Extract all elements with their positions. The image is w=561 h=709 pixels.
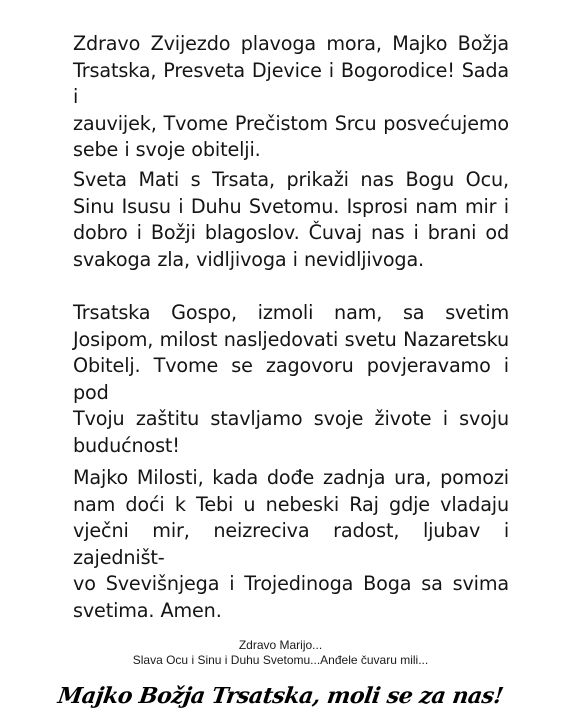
footer-line-hail-mary: Zdravo Marijo... bbox=[238, 638, 323, 652]
paragraph-line: Sveta Mati s Trsata, prikaži nas Bogu Ocu, bbox=[73, 168, 509, 191]
paragraph-line: Obitelj. Tvome se zagovoru povjeravamo i pod bbox=[73, 354, 509, 404]
paragraph-line: vječni mir, neizreciva radost, ljubav i zajedništ- bbox=[73, 519, 509, 569]
paragraph-line: Trsatska Gospo, izmoli nam, sa svetim bbox=[73, 301, 509, 324]
top-edge bbox=[0, 0, 561, 3]
paragraph-line: budućnost! bbox=[73, 433, 180, 457]
paragraph-line: svakoga zla, vidljivoga i nevidljivoga. bbox=[73, 247, 424, 271]
prayer-paragraph-3 bbox=[73, 300, 509, 460]
prayer-paragraph-2 bbox=[73, 167, 509, 273]
prayer-paragraph-4 bbox=[73, 465, 509, 625]
paragraph-line: Sinu Isusu i Duhu Svetomu. Isprosi nam mir i bbox=[73, 194, 509, 218]
prayer-paragraph-1 bbox=[73, 31, 509, 164]
paragraph-line: Trsatska, Presveta Djevice i Bogorodice! Sada i bbox=[73, 58, 509, 109]
paragraph-line: svetima. Amen. bbox=[73, 598, 222, 622]
paragraph-line: Zdravo Zvijezdo plavoga mora, Majko Božja bbox=[73, 32, 509, 55]
paragraph-line: Majko Milosti, kada dođe zadnja ura, pomozi bbox=[73, 466, 509, 489]
footer-line-glory-be: Slava Ocu i Sinu i Duhu Svetomu...Anđele čuvaru mili... bbox=[132, 653, 429, 667]
paragraph-line: vo Svevišnjega i Trojedinoga Boga sa svima bbox=[73, 572, 509, 596]
paragraph-line: Tvoju zaštitu stavljamo svoje živote i svoju bbox=[73, 407, 509, 431]
paragraph-line: Josipom, milost nasljedovati svetu Nazaretsku bbox=[73, 327, 509, 351]
paragraph-line: dobro i Božji blagoslov. Čuvaj nas i brani od bbox=[73, 221, 509, 245]
paragraph-line: nam doći k Tebi u nebeski Raj gdje vladaju bbox=[73, 492, 509, 516]
paragraph-line: zauvijek, Tvome Prečistom Srcu posvećujemo bbox=[73, 111, 509, 135]
paragraph-line: sebe i svoje obitelji. bbox=[73, 138, 261, 162]
handwritten-invocation: Majko Božja Trsatska, moli se za nas! bbox=[56, 683, 505, 709]
